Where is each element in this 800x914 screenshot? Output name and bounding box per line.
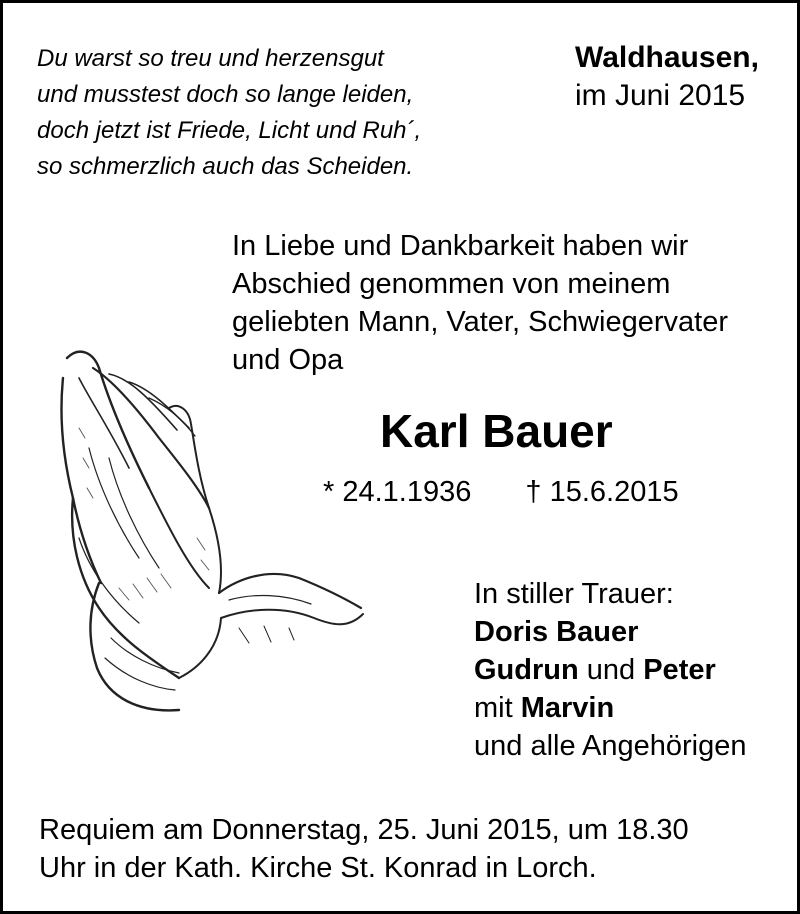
life-dates [323, 473, 679, 511]
intro-line: geliebten Mann, Vater, Schwiegervater [232, 306, 728, 338]
preposition: mit [474, 692, 513, 724]
praying-hands-icon [49, 338, 369, 738]
birth-date: * 24.1.1936 [323, 476, 472, 508]
mourner-name: Peter [643, 654, 716, 686]
intro-line: In Liebe und Dankbarkeit haben wir [232, 230, 689, 262]
intro-line: Abschied genommen von meinem [232, 268, 671, 300]
mourner-line [474, 651, 747, 689]
mourner-name: Doris Bauer [474, 616, 639, 648]
poem-line: und musstest doch so lange leiden, [37, 81, 414, 108]
mourners [474, 575, 747, 765]
poem-line: doch jetzt ist Friede, Licht und Ruh´, [37, 117, 422, 144]
mourner-line [474, 689, 747, 727]
death-date: † 15.6.2015 [525, 476, 679, 508]
place-month: im Juni 2015 [575, 79, 746, 112]
poem [37, 41, 421, 185]
place-city: Waldhausen, [575, 41, 759, 74]
mourners-heading: In stiller Trauer: [474, 578, 674, 610]
deceased-name: Karl Bauer [380, 405, 613, 457]
requiem-line: Requiem am Donnerstag, 25. Juni 2015, um 18.30 [39, 814, 689, 846]
requiem-info [39, 811, 689, 887]
intro-line: und Opa [232, 344, 344, 376]
conjunction: und [586, 654, 636, 686]
poem-line: so schmerzlich auch das Scheiden. [37, 153, 414, 180]
poem-line: Du warst so treu und herzensgut [37, 45, 384, 72]
mourner-name: Gudrun [474, 654, 579, 686]
requiem-line: Uhr in der Kath. Kirche St. Konrad in Lorch. [39, 852, 597, 884]
mourner-name: Marvin [520, 692, 615, 724]
mourners-closing: und alle Angehörigen [474, 730, 747, 762]
place-date [575, 39, 759, 115]
